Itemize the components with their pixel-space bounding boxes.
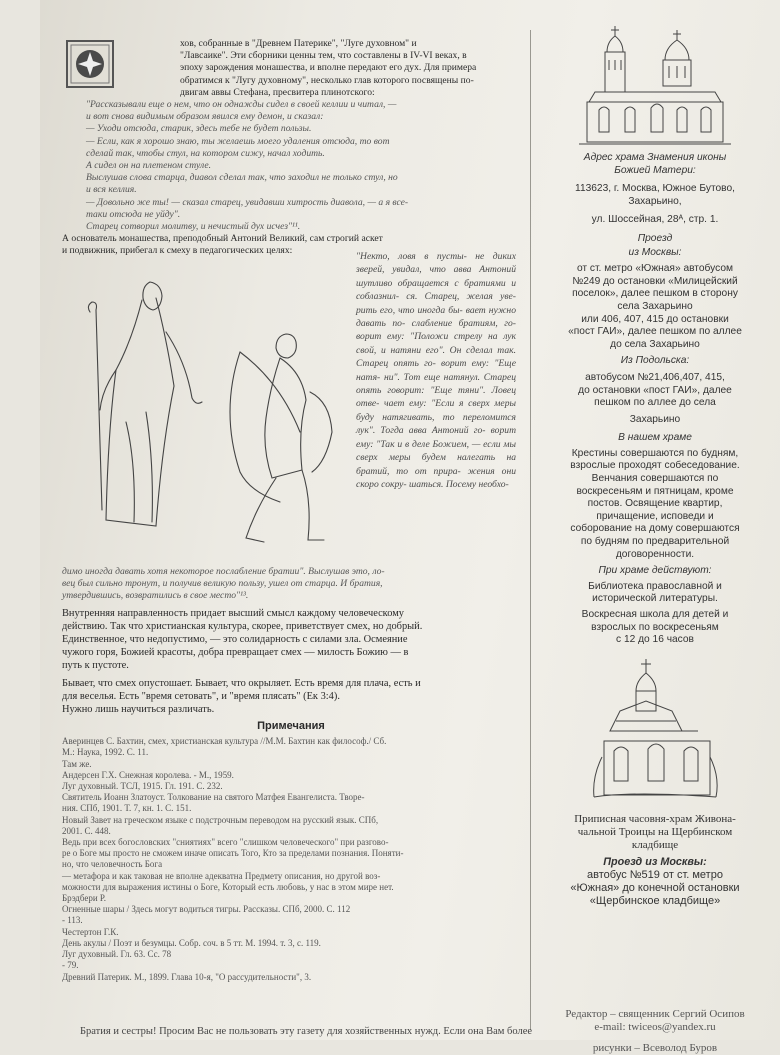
church-drawing-icon: [575, 20, 735, 148]
route-line: автобусом №21,406,407, 415,: [585, 371, 725, 383]
editor-line: Редактор – священник Сергий Осипов: [565, 1007, 745, 1020]
text-line: действию. Так что христианская культура, скорее, приветствует смех, но добрый.: [62, 620, 423, 632]
address-line: ул. Шоссейная, 28ᴬ, стр. 1.: [591, 214, 719, 226]
note-line: Святитель Иоанн Златоуст. Толкование на святого Матфея Евангелиста. Творе-: [62, 792, 365, 803]
anthony-and-hunter-drawing: [80, 272, 352, 562]
route-line: от ст. метро «Южная» автобусом: [576, 263, 733, 275]
route-line: до остановки «пост ГАИ», далее: [578, 384, 732, 396]
text-line: обратимся к "Лугу духовному", несколько глав которого посвящены по-: [180, 74, 474, 86]
article-intro: [62, 38, 520, 99]
notes-title: Примечания: [257, 720, 325, 733]
text-line: эпоху зарождения монашества, и вполне передают его дух. Для примера: [180, 62, 477, 74]
info-line: исторической литературы.: [592, 593, 718, 605]
chapel-travel-title: Проезд из Москвы:: [603, 855, 707, 868]
info-line: договоренности.: [615, 548, 695, 560]
text-line: путь к пустоте.: [62, 660, 129, 672]
info-line: воскресеньям и пятницам, кроме: [576, 485, 734, 497]
info-line: с 12 до 16 часов: [616, 634, 694, 646]
drawings-credit: рисунки – Всеволод Буров: [592, 1041, 718, 1054]
text-line: вец был сильно тронут, и получив великую пользу, ушел от старца. И братия,: [62, 578, 383, 590]
text-line: Выслушав слова старца, диавол сделал так, что заходил не только стул, но: [86, 172, 398, 184]
info-line: Библиотека православной и: [588, 580, 722, 592]
travel-title: Проезд: [637, 232, 673, 244]
text-line: — Уходи отсюда, старик, здесь тебе не будет пользы.: [86, 123, 312, 135]
text-line: А основатель монашества, преподобный Антоний Великий, сам строгий аскет: [62, 233, 383, 245]
text-line: сделай так, чтобы стул, на котором сижу, начал ходить.: [86, 147, 325, 159]
article-continuation: [62, 566, 520, 983]
note-line: но, что человечность Бога: [62, 859, 163, 870]
note-line: можности для выражения истины о Боге, Который есть любовь, у нас в этом мире нет.: [62, 881, 394, 892]
chapel-line: чальной Троицы на Щербинском: [577, 825, 733, 838]
note-line: М.: Наука, 1992. С. 11.: [62, 747, 149, 758]
text-line: и подвижник, прибегал к смеху в педагогических целях:: [62, 245, 293, 257]
text-line: утвердившись, возвратились в свое место"¹³.: [62, 590, 249, 602]
route-line: или 406, 407, 415 до остановки: [581, 313, 729, 325]
info-line: Воскресная школа для детей и: [581, 609, 729, 620]
text-line: — Если, как я хорошо знаю, ты желаешь моего удаления отсюда, то вот: [86, 135, 390, 147]
text-line: чужого горя, Божией красоты, добра превращает смех — милость Божию — в: [62, 647, 409, 659]
address-line: Захарьино,: [628, 195, 682, 207]
note-line: Новый Завет на греческом языке с подстрочным переводом на русский язык. СПб,: [62, 814, 379, 825]
notes-list: [62, 736, 520, 982]
note-line: Древний Патерик. М., 1899. Глава 10-я, "О рассудительности", 3.: [62, 971, 312, 982]
text-line: — Довольно же ты! — сказал старец, увидавши хитрость диавола, — а я все-: [86, 196, 409, 208]
text-line: и вся келлия.: [86, 184, 137, 196]
text-line: А сидел он на плетеном стуле.: [86, 160, 212, 172]
text-line: и вот снова видимым образом явился ему демон, и сказал:: [86, 111, 324, 123]
chapel-route-line: «Щербинское кладбище»: [589, 894, 721, 907]
route-line: поселок», далее пешком в сторону: [572, 288, 738, 300]
text-line: Единственное, что недопустимо, — это солидарность с силами зла. Осмеяние: [62, 634, 408, 646]
footer-notice: Братия и сестры! Просим Вас не пользовать эту газету для хозяйственных нужд. Если она Вам более: [80, 1026, 533, 1037]
info-line: причащение, исповеди и: [596, 510, 714, 522]
text-line: двигам аввы Стефана, пресвитера плинотского:: [180, 86, 375, 98]
note-line: Честертон Г.К.: [62, 926, 119, 937]
note-line: 2001. С. 448.: [62, 825, 111, 836]
info-line: Крестины совершаются по будням,: [571, 447, 739, 459]
story-column: "Некто, ловя в пусты- не диких зверей, увидал, что авва Антоний шутливо обращается с братиями и соблазнил- ся. Старец, желая уве- рить его, что иногда бы- вает нужно давать по- слабление братиям, го- ворит ему: "Положи стрелу на лук свой, и натяни его". Он сделал так. Старец опять го- ворит ему: "Еще натя- ни". Тот еще натянул. Старец опять говорит: "Еще тяни". Ловец отве- чает ему: "Если я сверх меры буду натягивать, то переломится лук". Тогда авва Антоний го- ворит ему: "Так и в деле Божием, — если мы сверх меры будем налегать на братий, то от прира- жения они скоро сокру- шаться. Посему необхо-: [356, 251, 516, 490]
text-line: Старец сотворил молитву, и нечистый дух исчез"¹¹.: [86, 221, 301, 233]
note-line: Брэдбери Р.: [62, 893, 107, 904]
route-line: до села Захарьино: [610, 338, 700, 350]
text-line: таки отсюда не уйду".: [86, 208, 181, 220]
text-line: хов, собранные в "Древнем Патерике", "Луге духовном" и: [180, 38, 417, 49]
text-line: "Лавсаике". Эти сборники ценны тем, что составлены в IV-VI веках, в: [180, 50, 467, 62]
chapel-route-line: «Южная» до конечной остановки: [570, 881, 740, 894]
text-line: Бывает, что смех опустошает. Бывает, что окрыляет. Есть время для плача, есть и: [62, 677, 421, 689]
info-line: соборование на дому совершаются: [570, 523, 740, 535]
info-line: постов. Освящение квартир,: [587, 498, 723, 510]
route-line: №249 до остановки «Милицейский: [572, 275, 738, 287]
note-line: Огненные шары / Здесь могут водиться тигры. Рассказы. СПб, 2000. С. 112: [62, 904, 351, 915]
chapel-route-line: автобус №519 от ст. метро: [587, 868, 723, 881]
note-line: - 113.: [62, 915, 83, 926]
info-column: [540, 20, 770, 1055]
route-line: Захарьино: [629, 413, 681, 425]
note-line: Луг духовный. ТСЛ, 1915. Гл. 191. С. 232.: [62, 781, 223, 792]
note-line: - 79.: [62, 960, 79, 971]
text-line: для веселья. Есть "время сетовать", и "время плясать" (Ек 3:4).: [62, 690, 340, 702]
text-line: "Рассказывали еще о нем, что он однажды сидел в своей келлии и читал, —: [86, 99, 397, 111]
in-church-title: В нашем храме: [618, 432, 692, 444]
note-line: Луг духовный. Гл. 63. Сс. 78: [62, 949, 172, 960]
at-church-title: При храме действуют:: [598, 565, 712, 577]
note-line: Там же.: [62, 758, 92, 769]
from-podolsk-title: Из Подольска:: [620, 355, 690, 367]
chapel-line: кладбище: [631, 838, 679, 851]
address-title: Божией Матери:: [614, 164, 696, 176]
chapel-line: Приписная часовня-храм Живона-: [574, 812, 736, 825]
info-line: взрослые проходят собеседование.: [570, 460, 740, 472]
text-line: Нужно лишь научиться различать.: [62, 704, 215, 716]
route-line: «пост ГАИ», далее пешком по аллее: [568, 326, 742, 338]
note-line: Андерсен Г.Х. Снежная королева. - М., 1959.: [62, 769, 234, 780]
note-line: ния. СПб, 1901. Т. 7, кн. 1. С. 151.: [62, 803, 192, 814]
quote-block: [62, 99, 520, 233]
info-line: по будням по предварительной: [580, 536, 730, 548]
note-line: — метафора и как таковая не вполне адекватна Предмету описания, но другой воз-: [62, 870, 381, 881]
route-line: села Захарьино: [617, 300, 693, 312]
address-line: 113623, г. Москва, Южное Бутово,: [575, 183, 735, 195]
note-line: Аверинцев С. Бахтин, смех, христианская культура //М.М. Бахтин как философ./ Сб.: [62, 736, 387, 747]
chapel-drawing-icon: [590, 655, 720, 805]
email-line: e-mail: twiceos@yandex.ru: [594, 1020, 716, 1033]
text-line: Внутренняя направленность придает высший смысл каждому человеческому: [62, 607, 404, 619]
note-line: День акулы / Поэт и безумцы. Собр. соч. в 5 тт. М. 1994. т. 3, с. 119.: [62, 937, 321, 948]
column-divider: [530, 30, 531, 1030]
note-line: ре о Боге мы просто не сможем иначе описать Того, Кто за пределами познания. Поняти-: [62, 848, 404, 859]
route-line: пешком по аллее до села: [594, 397, 716, 409]
from-moscow-title: из Москвы:: [628, 246, 682, 258]
info-line: Венчания совершаются по: [591, 473, 719, 485]
text-line: димо иногда давать хотя некоторое послабление братии". Выслушав это, ло-: [62, 566, 385, 577]
note-line: Ведь при всех богословских "сниятиях" всего "слишком человеческого" при разгово-: [62, 837, 389, 848]
info-line: взрослых по воскресеньям: [591, 621, 719, 633]
address-title: Адрес храма Знамения иконы: [583, 152, 727, 163]
